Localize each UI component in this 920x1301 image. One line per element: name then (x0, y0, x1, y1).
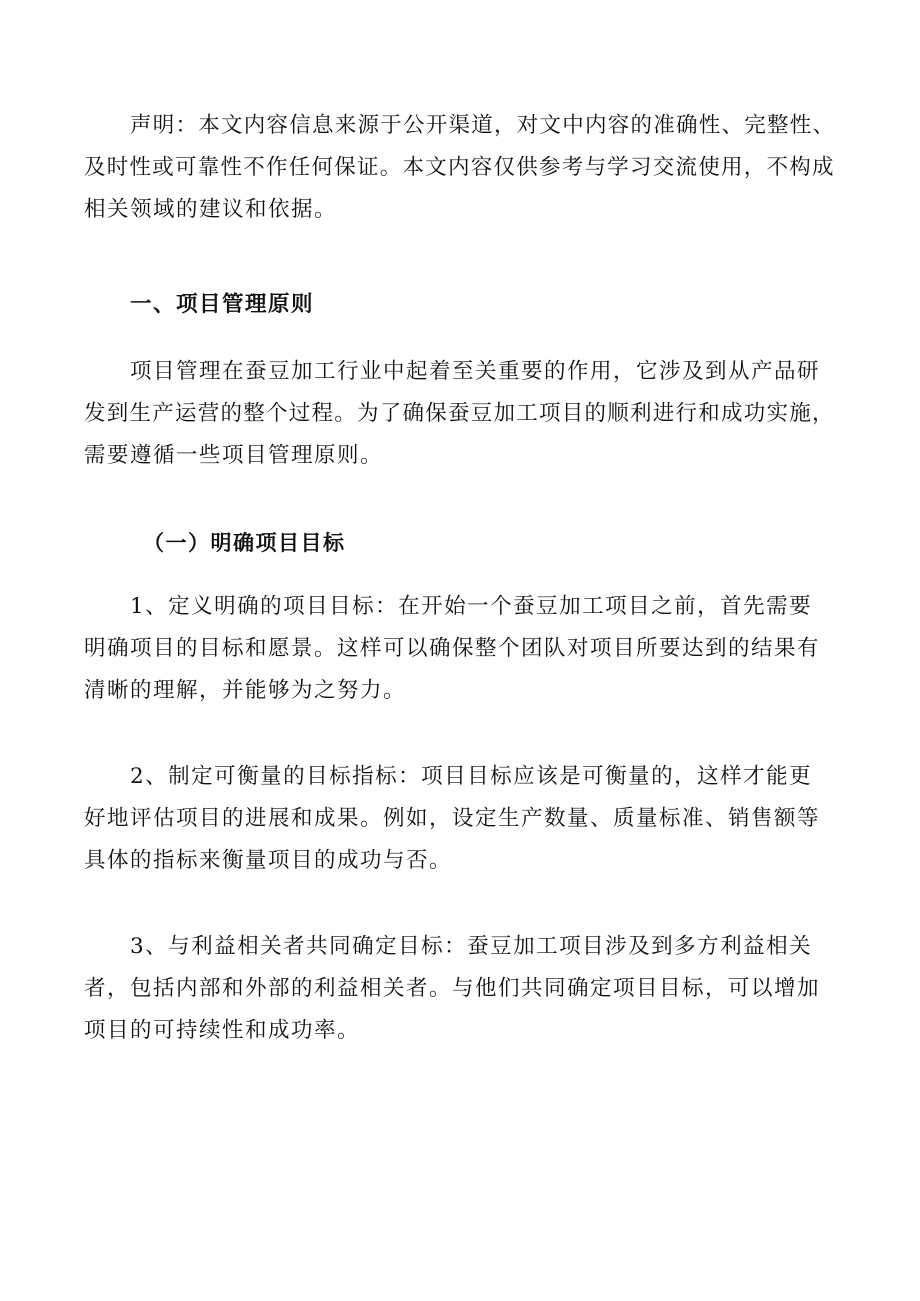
item-line: 者，包括内部和外部的利益相关者。与他们共同确定项目目标，可以增加 (84, 976, 821, 1001)
item-line: 清晰的理解，并能够为之努力。 (84, 678, 407, 703)
item-line: 3、与利益相关者共同确定目标：蚕豆加工项目涉及到多方利益相关 (130, 934, 813, 959)
item-line: 好地评估项目的进展和成果。例如，设定生产数量、质量标准、销售额等 (84, 806, 821, 831)
subsection-heading: （一）明确项目目标 (143, 530, 346, 555)
disclaimer-line: 声明：本文内容信息来源于公开渠道，对文中内容的准确性、完整性、 (130, 113, 836, 138)
item-line: 1、定义明确的项目目标：在开始一个蚕豆加工项目之前，首先需要 (130, 594, 813, 619)
item-paragraph-1 (84, 586, 836, 712)
intro-paragraph (84, 351, 836, 477)
item-line: 明确项目的目标和愿景。这样可以确保整个团队对项目所要达到的结果有 (84, 636, 821, 661)
item-paragraph-3 (84, 926, 836, 1052)
item-line: 具体的指标来衡量项目的成功与否。 (84, 848, 453, 873)
item-line: 项目的可持续性和成功率。 (84, 1018, 361, 1043)
intro-line: 需要遵循一些项目管理原则。 (84, 443, 384, 468)
disclaimer-line: 相关领域的建议和依据。 (84, 197, 338, 222)
intro-line: 发到生产运营的整个过程。为了确保蚕豆加工项目的顺利进行和成功实施， (84, 401, 835, 426)
item-paragraph-2 (84, 756, 836, 882)
disclaimer-paragraph (84, 105, 836, 231)
intro-line: 项目管理在蚕豆加工行业中起着至关重要的作用，它涉及到从产品研 (130, 359, 821, 384)
section-heading: 一、项目管理原则 (130, 292, 315, 317)
disclaimer-line: 及时性或可靠性不作任何保证。本文内容仅供参考与学习交流使用，不构成 (84, 155, 835, 180)
item-line: 2、制定可衡量的目标指标：项目目标应该是可衡量的，这样才能更 (130, 764, 813, 789)
